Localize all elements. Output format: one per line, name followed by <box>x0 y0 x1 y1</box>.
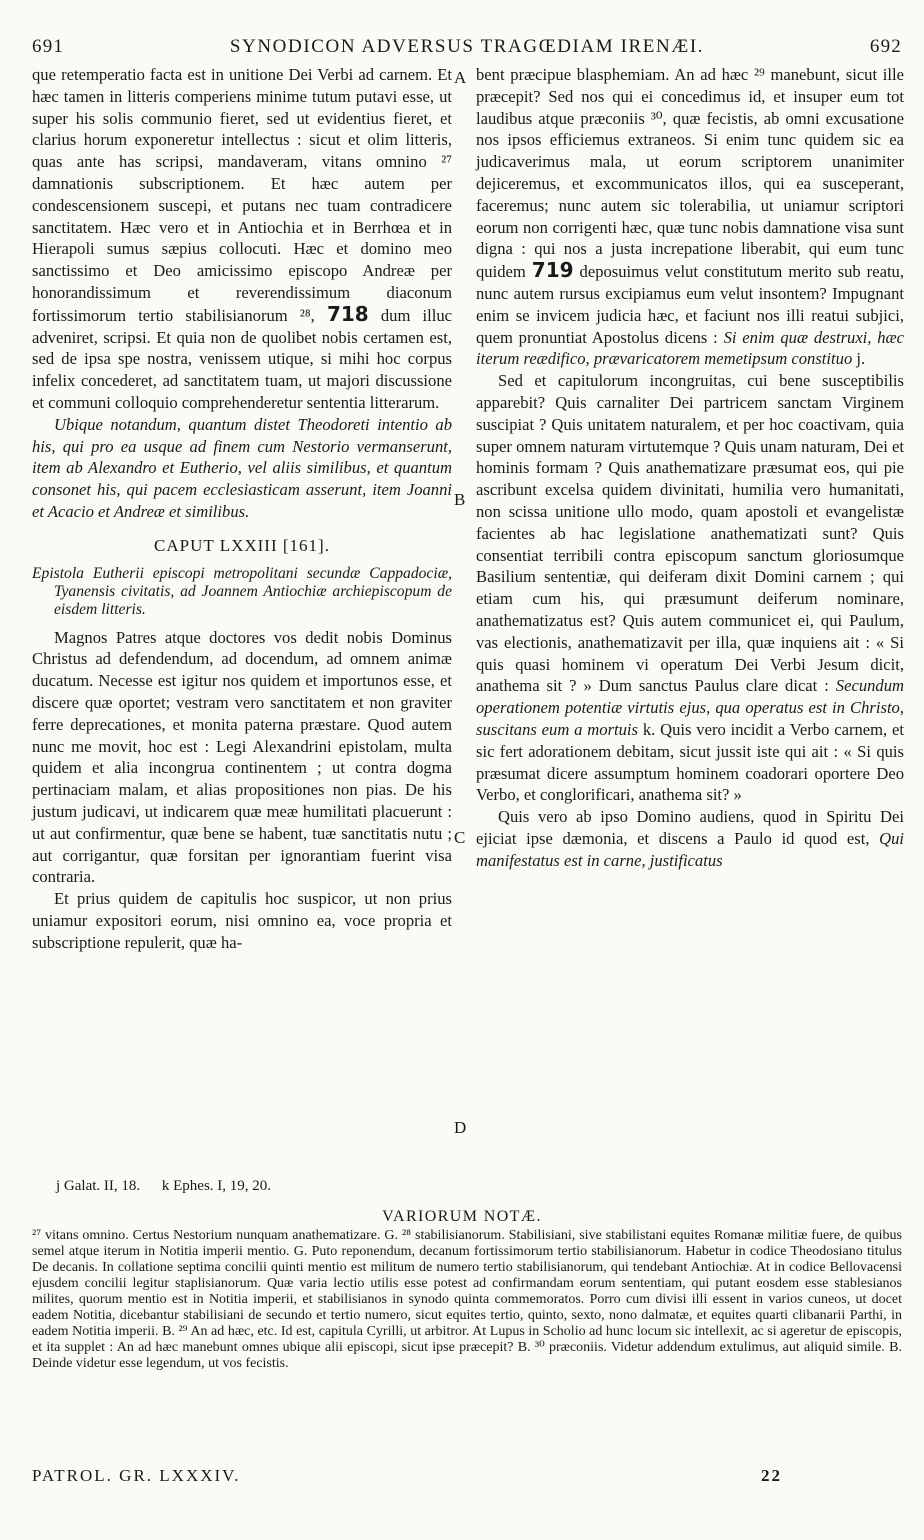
running-title: SYNODICON ADVERSUS TRAGŒDIAM IRENÆI. <box>229 36 705 57</box>
section-markers <box>454 64 472 1164</box>
left-paragraph-3: Et prius quidem de capitulis hoc suspicor, ut non prius uniamur expositori eorum, nisi omnino ea, voce propria et subscriptione repulerit, quæ ha- <box>32 889 452 952</box>
right-p2-text-a: Sed et capitulorum incongruitas, cui bene susceptibilis apparebit? Quis carnaliter Dei partricem sanctam Virginem suscipiat ? Quis unitatem naturalem, et per hoc coactivam, quia super omnem naturam virtutemque ? Quis unam naturam, Dei et hominis formam ? Quis anathematizare præsumat eos, qui pie ascribunt excelsa quidem divinitati, humilia vero humanitati, non scissa unitione ullo modo, quam apostoli et evangelistæ facientes ab hac legislatione anathematizati sunt? Quis consentiat terribili contra episcopum sanctum gloriosumque Basilium sententiæ, qui deiferam dixit Domini carnem ; qui etiam cum his, qui præsumunt deiferum nominare, anathematizatus est? Quis autem communicet ei, qui Paulum, vas electionis, anathematizavit per illa, quæ inquiens ait : « Si quis quasi hominem vi operatum Dei Verbi Jesum dicit, anathema sit ? » Dum sanctus Paulus clare dicat : <box>476 371 904 696</box>
editor-note: Ubique notandum, quantum distet Theodoreti intentio ab his, qui pro ea usque ad finem cum Nestorio vermanserunt, item ab Alexandro et Eutherio, vel aliis similibus, et quantum consonet his, qui pacem ecclesiasticam asserunt, item Joanni et Acacio et Andreæ et similibus. <box>32 414 452 521</box>
marker-b: B <box>454 490 466 509</box>
column-number-718: 718 <box>326 301 369 326</box>
right-paragraph-1 <box>476 64 904 370</box>
page-footer <box>32 1466 902 1486</box>
marker-c: C <box>454 828 466 847</box>
right-page-number: 692 <box>869 36 902 57</box>
marker-d: D <box>454 1118 467 1137</box>
footnote-j: j Galat. II, 18. <box>56 1178 141 1194</box>
left-page-number: 691 <box>32 36 65 57</box>
chapter-heading: CAPUT LXXIII [161]. <box>154 535 330 555</box>
right-p1-quote: Si enim quæ destruxi, hæc iterum reædifico, prævaricatorem memetipsum constituo <box>476 327 904 369</box>
footnote-k: k Ephes. I, 19, 20. <box>161 1178 272 1194</box>
chapter-description: Epistola Eutherii episcopi metropolitani secundæ Cappadociæ, Tyanensis civitatis, ad Joannem Antiochiæ archiepiscopum de eisdem litteris. <box>32 564 452 618</box>
left-p1-text-b: dum illuc adveniret, scripsi. Et quia non de quolibet nobis certamen est, sed de ipsa spe nostra, venissem utique, si mihi hoc corpus infelix concederet, ad sanctitatem tuam, ut majori discussione et communi colloquio comprehenderetur sententia litterarum. <box>32 305 453 412</box>
running-header <box>32 34 902 60</box>
variorum-title: VARIORUM NOTÆ. <box>382 1208 542 1225</box>
left-paragraph-1 <box>32 64 452 414</box>
right-p3-text-a: Quis vero ab ipso Domino audiens, quod in Spiritu Dei ejiciat ipse dæmonia, et discens a Paulo id quod est, <box>476 807 904 848</box>
right-paragraph-2 <box>476 370 904 806</box>
variorum-notes: ²⁷ vitans omnino. Certus Nestorium nunquam anathematizare. G. ²⁸ stabilisianorum. Stabilisiani, sive stabilistani equites Romanæ militiæ fuere, de quibus semel atque iterum in Notitia imperii mentio. G. Puto reponendum, decanum fortissimorum tertio stabilisianorum. Habetur in codice Theodosiano titulus De decanis. In collatione septima concilii quinti mentio est militum de numero tertio stabilisianorum, qui tendebant Antiochiæ. At in codice Bellovacensi ejusdem concilii legitur staplisianorum. Quæ varia lectio utilis esse potest ad confirmandam eorum sententiam, qui putant eosdem esse stablesianos milites, quorum mentio est in Notitia imperii, et stabilisianos in synodo quinta commemoratos. Porro cum divisi illi essent in varios cuneos, ut docet eadem Notitia, dicebantur stabilisiani de secundo et tertio numero, sicut equites tertio, quinto, sexto, nono dalmatæ, et equites quarti clibanarii Parthi, in eadem Notitia imperii. B. ²⁹ An ad hæc, etc. Id est, capitula Cyrilli, ut arbitror. At Lupus in Scholio ad hunc locum sic intellexit, ac si ageretur de episcopis, et ita supplet : An ad hæc manebunt omnes ubique alii episcopi, sicut ipse præcepit? B. ³⁰ præconiis. Videtur addendum extulimus, aut aliquid simile. B. Deinde videtur esse legendum, ut vos fecistis. <box>32 1228 902 1371</box>
right-column <box>476 64 904 871</box>
signature-number: 22 <box>761 1466 782 1485</box>
column-number-719: 719 <box>531 258 574 283</box>
right-p2-text-b: k. Quis vero incidit a Verbo carnem, et sic fert adorationem debitam, sicut jussit iste qui ait : « Si quis præsumat dicere assumptum hominem coadorari oportere Deo Verbo, et conglorificari, anathema sit? » <box>476 719 905 805</box>
right-p2-quote: Secundum operationem potentiæ virtutis ejus, qua operatus est in Christo, suscitans eum a mortuis <box>476 676 904 739</box>
right-p1-text-b: deposuimus velut constitutum merito sub reatu, nunc autem rursus excipiamus eum velut insontem? Impugnant enim se invicem judicia hæc, et faciunt nos illi reatui subjici, quem pronuntiat Apostolus dicens : <box>476 262 904 347</box>
left-column <box>32 64 452 953</box>
patrology-volume: PATROL. GR. LXXXIV. <box>32 1466 241 1485</box>
right-p1-text-a: bent præcipue blasphemiam. An ad hæc ²⁹ manebunt, sicut ille præcepit? Sed nos qui ei concedimus id, et insuper eum tot laudibus atque præconiis ³⁰, quæ fecistis, ab omni excusatione nos ipsos efficiemus extraneos. Si enim tunc quidem sic ea judicaverimus mala, ut eorum scriptorem unanimiter dejiceremus, et excommunicatos illos, qui ea susceperant, faceremus; nunc autem sic tolerabilia, ut uniamur scriptori eorum non corrigenti hæc, quæ tunc nobis damnatione visa sunt digna : qui nos a justa increpatione liberabit, qui eum tunc quidem <box>476 65 904 282</box>
right-paragraph-3 <box>476 806 904 871</box>
left-p1-text-a: que retemperatio facta est in unitione Dei Verbi ad carnem. Et hæc tamen in litteris comperiens minime tutum putavi esse, ut super his solis communio fieret, sed ut evidentius fieret, et clarius horum exponeretur intellectus : sicut et olim litteris, quas ante has scripsi, mandaveram, vitans omnino ²⁷ damnationis subscriptionem. Et hæc autem per condescensionem suscepi, et putans nec tuam contradicere sanctitatem. Hæc vero et in Antiochia et in Berrhœa et in Hierapoli sumus sæpius collocuti. Hæc et domino meo sanctissimo et Deo amicissimo episcopo Andreæ per honorandissimum et reverendissimum diaconum fortissimorum tertio stabilisianorum ²⁸, <box>32 65 452 325</box>
scripture-footnotes <box>56 1178 289 1195</box>
left-paragraph-2: Magnos Patres atque doctores vos dedit nobis Dominus Christus ad defendendum, ad docendum, ad omnem animæ ducatum. Necesse est igitur nos quidem et importunos esse, et discere quæ oportet; vestram vero sanctitatem et non graviter ferre deprecationes, et monita paterna præstare. Quod autem nunc me movit, hoc est : Legi Alexandrini epistolam, multa quidem et alia incongrua continentem ; ut contra dogma pertinaciam malam, et alias propositiones non pias. De his justum judicavi, ut indicarem quæ meæ humilitati placuerunt : ut aut confirmentur, quæ bene se habent, tuæ sanctitatis nutu ; aut corrigantur, quæ forsitan per ignorantiam fuerint visa contraria. <box>32 627 452 887</box>
marker-a: A <box>454 68 467 87</box>
right-p3-quote: Qui manifestatus est in carne, justificatus <box>476 828 904 870</box>
right-p1-ref: j. <box>852 349 866 369</box>
